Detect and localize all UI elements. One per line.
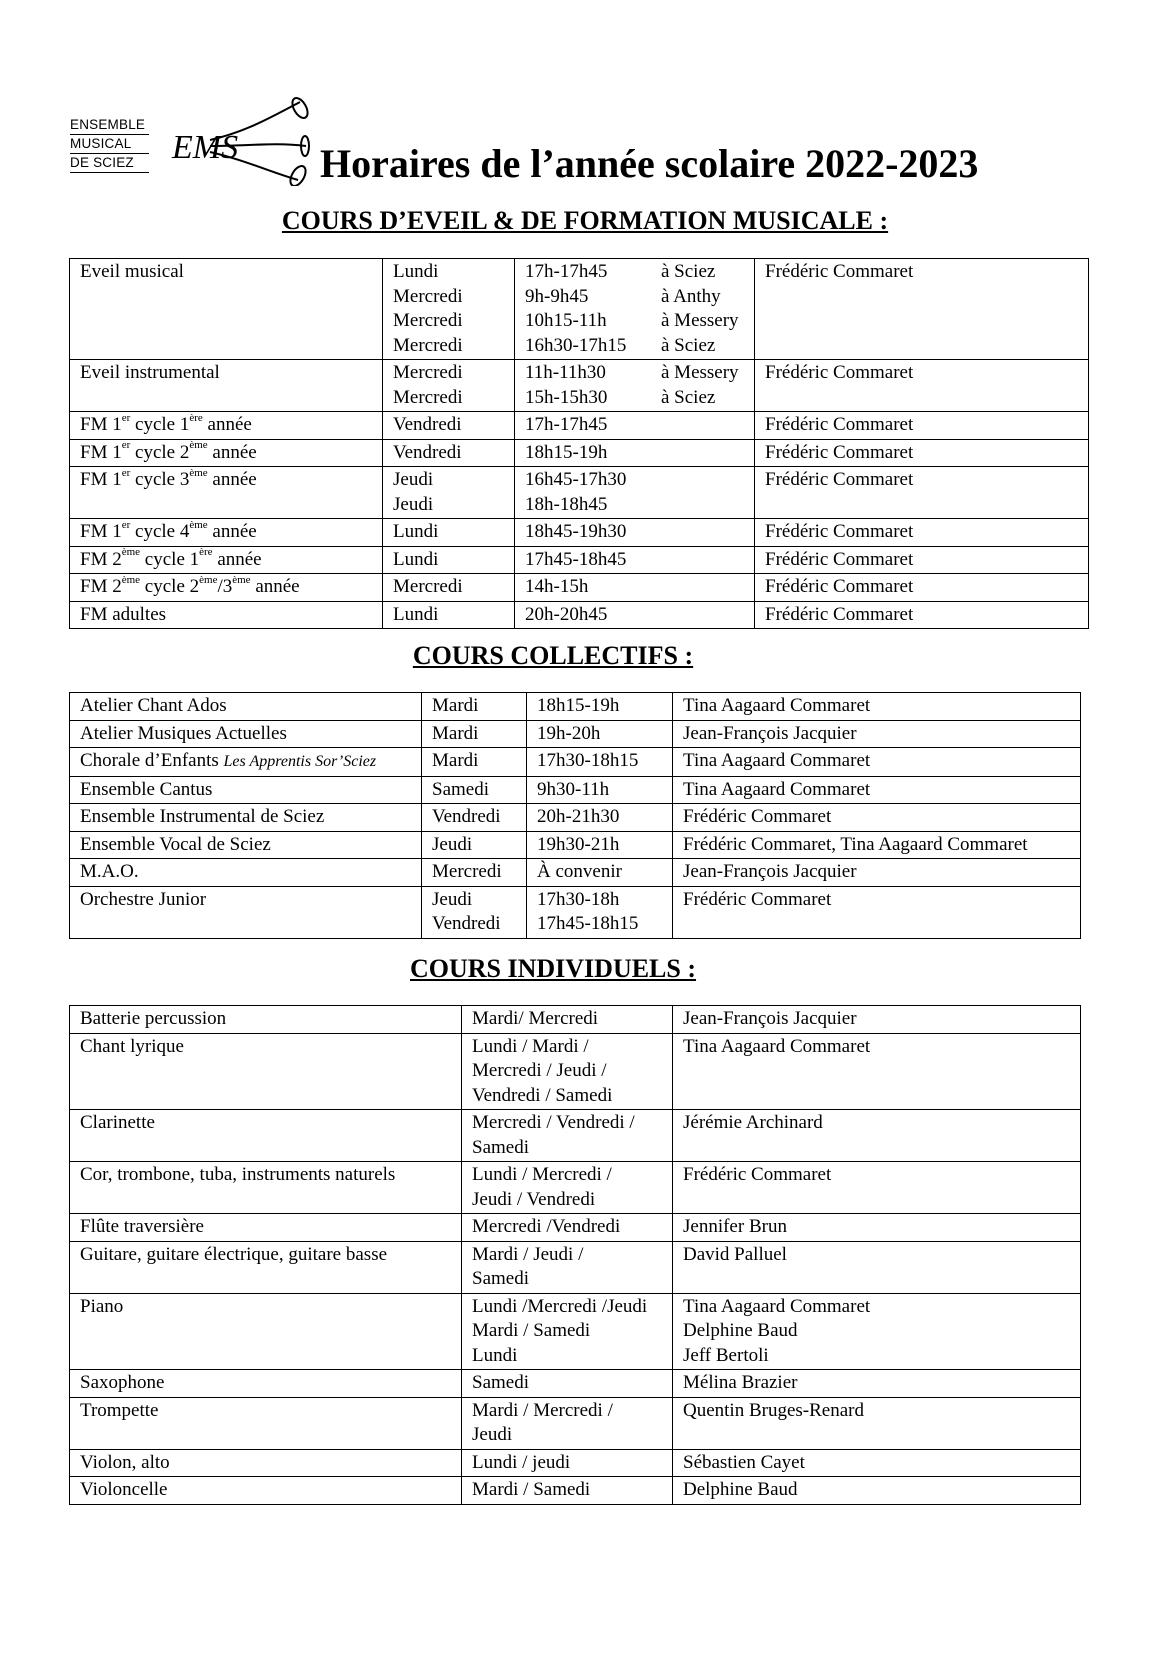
day-line: Mercredi <box>432 861 502 882</box>
table-row <box>70 1370 1081 1398</box>
course-cell <box>70 776 422 804</box>
course-text: cycle 2 <box>130 441 190 463</box>
teacher-cell <box>673 1370 1081 1398</box>
time-place-grid <box>525 413 744 438</box>
teacher-line: Jeff Bertoli <box>683 1344 769 1366</box>
table-row <box>70 859 1081 887</box>
course-cell <box>70 720 422 748</box>
time-value: 17h45-18h45 <box>525 548 627 570</box>
day-line: Mercredi / Jeudi / <box>472 1060 607 1081</box>
logo-text <box>70 116 149 173</box>
teacher-line: Quentin Bruges-Renard <box>683 1399 864 1421</box>
place-value <box>661 441 744 466</box>
time-value: 20h-20h45 <box>525 603 608 625</box>
day-line: Jeudi <box>472 1424 513 1445</box>
time-value: 17h-17h45 <box>525 261 608 282</box>
course-superscript: ère <box>199 546 213 559</box>
course-text: Eveil musical <box>80 261 184 282</box>
place-value <box>661 493 744 518</box>
day-line: Mardi <box>432 695 479 716</box>
course-cell: Cor, trombone, tuba, instruments naturels <box>70 1162 462 1214</box>
time-place-cell <box>515 412 755 440</box>
course-cell: Saxophone <box>70 1370 462 1398</box>
day-cell <box>422 776 527 804</box>
course-name: Chorale d’Enfants <box>80 750 224 771</box>
place-value: à Sciez <box>661 334 716 356</box>
time-value: 18h15-19h <box>525 441 608 463</box>
time-value: 16h45-17h30 <box>525 469 627 490</box>
teacher-cell <box>673 1162 1081 1214</box>
course-text: FM adultes <box>80 603 167 625</box>
day-line: Samedi <box>432 778 489 800</box>
day-line: Mardi / Mercredi / <box>472 1399 613 1421</box>
course-text: cycle 1 <box>130 414 190 435</box>
time-place-grid <box>525 468 744 517</box>
day-line: Lundi /Mercredi /Jeudi <box>472 1295 648 1317</box>
place-value <box>661 413 744 438</box>
table-row <box>70 546 1089 574</box>
table-cours-individuels <box>69 1005 1081 1505</box>
course-cell <box>70 748 422 777</box>
teacher-cell: Frédéric Commaret <box>755 519 1089 547</box>
course-text: FM 2 <box>80 548 122 570</box>
day-cell <box>462 1162 673 1214</box>
place-value: à Messery <box>661 310 739 331</box>
time-value: 18h45-19h30 <box>525 521 627 542</box>
teacher-cell: Frédéric Commaret <box>673 804 1081 832</box>
day-cell <box>422 720 527 748</box>
day-line: Mercredi / Vendredi / <box>472 1112 635 1133</box>
day-line: Vendredi / Samedi <box>472 1084 613 1106</box>
day-line: Lundi <box>393 521 439 542</box>
course-cell <box>70 693 422 721</box>
day-cell <box>422 886 527 938</box>
course-text: cycle 2 <box>140 576 200 597</box>
table-row <box>70 804 1081 832</box>
day-cell <box>462 1449 673 1477</box>
teacher-cell: Frédéric Commaret <box>673 886 1081 938</box>
course-text: Eveil instrumental <box>80 362 220 383</box>
course-superscript: ème <box>189 466 208 479</box>
course-text: FM 1 <box>80 521 122 542</box>
teacher-line: Jennifer Brun <box>683 1216 787 1237</box>
table-row <box>70 693 1081 721</box>
course-text: année <box>202 414 252 435</box>
svg-text:EMS: EMS <box>172 129 239 166</box>
time-line: 17h30-18h15 <box>537 750 639 771</box>
page-title: Horaires de l’année scolaire 2022-2023 <box>320 141 979 186</box>
course-superscript: ème <box>189 439 208 452</box>
course-superscript: ème <box>121 546 141 559</box>
teacher-cell <box>673 1293 1081 1370</box>
table-row <box>70 601 1089 629</box>
day-cell <box>383 601 515 629</box>
section-title-individuels: COURS INDIVIDUELS : <box>409 954 697 983</box>
time-cell <box>527 886 673 938</box>
place-value: à Messery <box>661 362 739 383</box>
table-row <box>70 1006 1081 1034</box>
course-text: année <box>212 548 262 570</box>
day-line: Mardi <box>432 750 479 771</box>
time-line: 19h30-21h <box>537 833 620 855</box>
course-cell: Violon, alto <box>70 1449 462 1477</box>
day-line: Mardi <box>432 722 479 744</box>
day-cell <box>383 519 515 547</box>
table-row <box>70 519 1089 547</box>
teacher-cell: Frédéric Commaret, Tina Aagaard Commaret <box>673 831 1081 859</box>
time-line: 19h-20h <box>537 722 601 744</box>
day-cell <box>462 1006 673 1034</box>
day-line: Vendredi <box>393 414 462 435</box>
time-place-cell <box>515 601 755 629</box>
day-line: Mercredi <box>393 386 463 408</box>
course-cell <box>70 439 383 467</box>
table-row <box>70 776 1081 804</box>
course-cell: Batterie percussion <box>70 1006 462 1034</box>
table-row <box>70 1033 1081 1110</box>
time-place-cell <box>515 519 755 547</box>
day-cell <box>383 412 515 440</box>
time-line: 17h30-18h <box>537 888 620 910</box>
day-line: Mercredi <box>393 310 463 331</box>
day-line: Mercredi <box>393 334 463 356</box>
place-value <box>661 575 744 600</box>
logo-line-2: MUSICAL <box>70 135 149 154</box>
course-cell: Piano <box>70 1293 462 1370</box>
time-cell <box>527 693 673 721</box>
course-text: FM 1 <box>80 469 122 490</box>
time-line: 20h-21h30 <box>537 806 620 827</box>
time-place-grid <box>525 441 744 466</box>
day-line: Jeudi <box>393 469 434 490</box>
teacher-cell: Frédéric Commaret <box>755 546 1089 574</box>
day-line: Lundi / Mardi / <box>472 1035 589 1057</box>
place-value <box>661 468 744 493</box>
teacher-cell: Jean-François Jacquier <box>673 859 1081 887</box>
table-row <box>70 412 1089 440</box>
logo-line-3: DE SCIEZ <box>70 154 149 173</box>
course-text: cycle 1 <box>140 548 200 570</box>
day-cell <box>422 831 527 859</box>
teacher-cell: Jean-François Jacquier <box>673 720 1081 748</box>
course-superscript: ème <box>121 573 141 586</box>
table-eveil-fm <box>69 258 1089 629</box>
day-cell <box>462 1214 673 1242</box>
course-superscript: er <box>121 411 131 424</box>
day-cell <box>422 804 527 832</box>
day-line: Lundi <box>393 261 439 282</box>
time-line: 9h30-11h <box>537 778 610 800</box>
table-row <box>70 831 1081 859</box>
day-cell <box>383 439 515 467</box>
course-cell: Trompette <box>70 1397 462 1449</box>
day-cell <box>462 1397 673 1449</box>
time-cell <box>527 776 673 804</box>
course-cell: Clarinette <box>70 1110 462 1162</box>
teacher-cell: Tina Aagaard Commaret <box>673 693 1081 721</box>
day-cell <box>462 1110 673 1162</box>
course-cell: Violoncelle <box>70 1477 462 1505</box>
day-line: Mercredi <box>393 576 463 597</box>
teacher-cell <box>673 1033 1081 1110</box>
day-line: Lundi / jeudi <box>472 1451 571 1473</box>
time-place-grid <box>525 548 744 573</box>
time-value: 10h15-11h <box>525 310 607 331</box>
day-cell <box>383 467 515 519</box>
teacher-cell: Frédéric Commaret <box>755 439 1089 467</box>
teacher-line: Delphine Baud <box>683 1320 798 1341</box>
teacher-cell <box>673 1214 1081 1242</box>
ems-logo <box>70 96 305 186</box>
table-row <box>70 1162 1081 1214</box>
day-line: Samedi <box>472 1136 529 1158</box>
day-line: Vendredi <box>432 913 501 934</box>
time-place-grid <box>525 575 744 600</box>
table-row <box>70 467 1089 519</box>
day-line: Mardi / Jeudi / <box>472 1243 584 1265</box>
place-value: à Anthy <box>661 285 721 307</box>
course-cell <box>70 804 422 832</box>
teacher-cell <box>673 1449 1081 1477</box>
teacher-cell: Frédéric Commaret <box>755 601 1089 629</box>
table-row <box>70 886 1081 938</box>
time-value: 14h-15h <box>525 576 589 597</box>
course-superscript: ème <box>189 518 208 531</box>
time-cell <box>527 748 673 777</box>
teacher-line: David Palluel <box>683 1243 787 1265</box>
day-line: Jeudi <box>393 493 434 515</box>
course-superscript: ère <box>189 411 203 424</box>
course-name: Ensemble Vocal de Sciez <box>80 833 271 855</box>
time-place-cell <box>515 439 755 467</box>
table-cours-collectifs <box>69 692 1081 939</box>
teacher-cell: Frédéric Commaret <box>755 360 1089 412</box>
course-text: cycle 4 <box>130 521 190 542</box>
course-cell <box>70 519 383 547</box>
place-value <box>661 548 744 573</box>
time-value: 9h-9h45 <box>525 285 589 307</box>
day-line: Mardi / Samedi <box>472 1320 591 1341</box>
day-line: Samedi <box>472 1372 529 1393</box>
day-cell <box>462 1241 673 1293</box>
day-line: Jeudi <box>432 888 473 910</box>
teacher-cell: Frédéric Commaret <box>755 412 1089 440</box>
course-text: FM 2 <box>80 576 122 597</box>
logo-line-1: ENSEMBLE <box>70 116 149 135</box>
time-place-grid <box>525 361 744 410</box>
day-line: Jeudi <box>432 833 473 855</box>
time-line: 17h45-18h15 <box>537 913 639 934</box>
day-line: Mercredi <box>393 285 463 307</box>
time-cell <box>527 720 673 748</box>
place-value: à Sciez <box>661 386 716 408</box>
day-line: Lundi <box>472 1344 518 1366</box>
time-cell <box>527 859 673 887</box>
day-line: Mercredi <box>393 362 463 383</box>
section-title-eveil: COURS D’EVEIL & DE FORMATION MUSICALE : <box>281 206 889 235</box>
course-text: FM 1 <box>80 414 122 435</box>
time-line: À convenir <box>537 861 622 882</box>
table-row <box>70 1110 1081 1162</box>
course-text: année <box>207 469 257 490</box>
course-cell <box>70 546 383 574</box>
day-line: Mardi/ Mercredi <box>472 1008 599 1029</box>
teacher-cell: Tina Aagaard Commaret <box>673 776 1081 804</box>
day-cell <box>422 859 527 887</box>
day-line: Vendredi <box>432 806 501 827</box>
time-place-cell <box>515 259 755 360</box>
course-cell <box>70 259 383 360</box>
time-place-cell <box>515 467 755 519</box>
place-value: à Sciez <box>661 261 716 282</box>
course-cell <box>70 886 422 938</box>
time-value: 17h-17h45 <box>525 414 608 435</box>
course-name: Ensemble Cantus <box>80 778 213 800</box>
teacher-cell <box>673 1477 1081 1505</box>
course-cell: Guitare, guitare électrique, guitare basse <box>70 1241 462 1293</box>
day-cell <box>462 1293 673 1370</box>
day-cell <box>462 1477 673 1505</box>
teacher-line: Jean-François Jacquier <box>683 1008 857 1029</box>
day-line: Samedi <box>472 1268 529 1289</box>
time-place-cell <box>515 546 755 574</box>
table-row <box>70 748 1081 777</box>
course-cell <box>70 859 422 887</box>
table-row <box>70 1214 1081 1242</box>
course-superscript: er <box>121 518 131 531</box>
section-title-collectifs: COURS COLLECTIFS : <box>412 641 694 670</box>
time-value: 15h-15h30 <box>525 386 608 408</box>
time-cell <box>527 831 673 859</box>
teacher-line: Tina Aagaard Commaret <box>683 1035 871 1057</box>
teacher-line: Tina Aagaard Commaret <box>683 1295 871 1317</box>
day-cell <box>383 546 515 574</box>
table-row <box>70 1293 1081 1370</box>
course-cell: Flûte traversière <box>70 1214 462 1242</box>
table-row <box>70 360 1089 412</box>
day-cell <box>422 693 527 721</box>
table-row <box>70 1397 1081 1449</box>
place-value <box>661 520 744 545</box>
course-cell <box>70 360 383 412</box>
time-place-grid <box>525 603 744 628</box>
time-value: 16h30-17h15 <box>525 334 627 356</box>
course-text: FM 1 <box>80 441 122 463</box>
course-cell <box>70 601 383 629</box>
course-text: /3 <box>217 576 233 597</box>
course-subtitle: Les Apprentis Sor’Sciez <box>223 753 377 770</box>
table-row <box>70 1241 1081 1293</box>
table-row <box>70 720 1081 748</box>
course-cell <box>70 412 383 440</box>
day-line: Mercredi /Vendredi <box>472 1216 621 1237</box>
table-row <box>70 1477 1081 1505</box>
teacher-cell: Tina Aagaard Commaret <box>673 748 1081 777</box>
day-line: Jeudi / Vendredi <box>472 1188 596 1210</box>
course-superscript: er <box>121 439 131 452</box>
time-value: 11h-11h30 <box>525 362 606 383</box>
horns-logo-mark <box>150 96 310 186</box>
time-place-cell <box>515 574 755 602</box>
day-cell <box>462 1033 673 1110</box>
day-cell <box>422 748 527 777</box>
course-text: cycle 3 <box>130 469 190 490</box>
time-place-cell <box>515 360 755 412</box>
place-value <box>661 603 744 628</box>
table-row <box>70 1449 1081 1477</box>
table-row <box>70 259 1089 360</box>
course-superscript: ème <box>232 573 251 586</box>
course-cell <box>70 574 383 602</box>
course-name: Ensemble Instrumental de Sciez <box>80 806 325 827</box>
day-line: Mardi / Samedi <box>472 1479 591 1500</box>
day-cell <box>383 360 515 412</box>
teacher-cell <box>673 1006 1081 1034</box>
time-cell <box>527 804 673 832</box>
time-place-grid <box>525 520 744 545</box>
teacher-cell: Frédéric Commaret <box>755 467 1089 519</box>
day-line: Lundi / Mercredi / <box>472 1164 612 1185</box>
course-name: Atelier Musiques Actuelles <box>80 722 287 744</box>
course-name: M.A.O. <box>80 861 139 882</box>
day-cell <box>383 259 515 360</box>
course-cell <box>70 467 383 519</box>
course-name: Orchestre Junior <box>80 888 207 910</box>
course-superscript: er <box>121 466 131 479</box>
day-line: Vendredi <box>393 441 462 463</box>
teacher-line: Jérémie Archinard <box>683 1112 823 1133</box>
teacher-line: Frédéric Commaret <box>683 1164 832 1185</box>
teacher-line: Delphine Baud <box>683 1479 798 1500</box>
teacher-line: Mélina Brazier <box>683 1372 798 1393</box>
course-superscript: ème <box>199 573 218 586</box>
course-cell: Chant lyrique <box>70 1033 462 1110</box>
teacher-cell: Frédéric Commaret <box>755 259 1089 360</box>
day-line: Lundi <box>393 603 439 625</box>
teacher-line: Sébastien Cayet <box>683 1451 805 1473</box>
teacher-cell: Frédéric Commaret <box>755 574 1089 602</box>
day-cell <box>462 1370 673 1398</box>
table-row <box>70 439 1089 467</box>
course-text: année <box>207 441 257 463</box>
course-name: Atelier Chant Ados <box>80 695 227 716</box>
teacher-cell <box>673 1110 1081 1162</box>
day-line: Lundi <box>393 548 439 570</box>
course-text: année <box>207 521 257 542</box>
teacher-cell <box>673 1397 1081 1449</box>
course-text: année <box>250 576 300 597</box>
day-cell <box>383 574 515 602</box>
teacher-cell <box>673 1241 1081 1293</box>
course-cell <box>70 831 422 859</box>
time-value: 18h-18h45 <box>525 493 608 515</box>
time-line: 18h15-19h <box>537 695 620 716</box>
time-place-grid <box>525 260 744 358</box>
table-row <box>70 574 1089 602</box>
